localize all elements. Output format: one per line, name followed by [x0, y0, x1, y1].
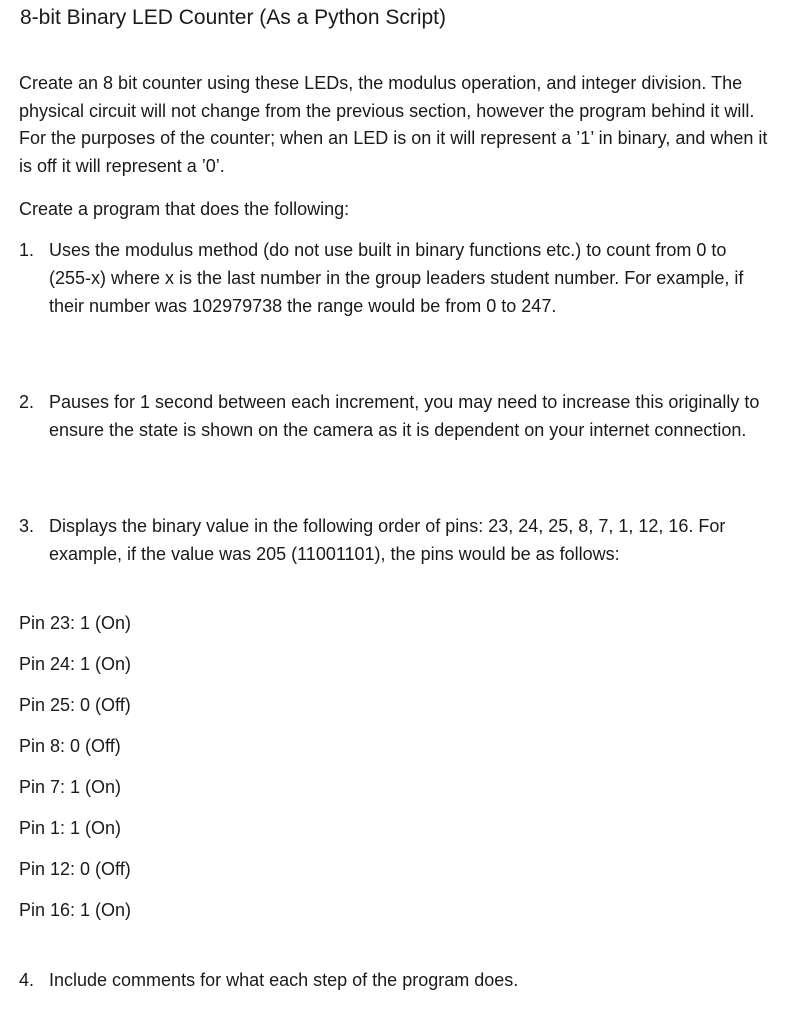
list-item-2 — [19, 388, 769, 444]
list-item-4 — [19, 966, 769, 994]
pin-row: Pin 7: 1 (On) — [19, 777, 122, 797]
list-item-1 — [19, 236, 769, 320]
list-number: 1. — [19, 240, 35, 260]
list-item-text: Include comments for what each step of the program does. — [49, 970, 519, 990]
list-item-text: Displays the binary value in the following order of pins: 23, 24, 25, 8, 7, 1, 12, 16. For example, if the value was 205 (11001101), the pins would be as follows: — [49, 516, 726, 564]
page-title: 8-bit Binary LED Counter (As a Python Script) — [20, 6, 447, 29]
pin-row: Pin 12: 0 (Off) — [19, 859, 131, 879]
pin-row: Pin 1: 1 (On) — [19, 818, 122, 838]
list-number: 4. — [19, 970, 35, 990]
list-item-text: Uses the modulus method (do not use built in binary functions etc.) to count from 0 to (255-x) where x is the last number in the group leaders student number. For example, if their number was 102979738 the range would be from 0 to 247. — [49, 240, 744, 316]
list-number: 2. — [19, 392, 35, 412]
task-intro: Create a program that does the following: — [19, 199, 350, 219]
list-item-text: Pauses for 1 second between each increment, you may need to increase this originally to ensure the state is shown on the camera as it is dependent on your internet connection. — [49, 392, 760, 440]
pin-row: Pin 16: 1 (On) — [19, 900, 132, 920]
list-item-3 — [19, 512, 769, 568]
pin-row: Pin 23: 1 (On) — [19, 613, 132, 633]
pin-row: Pin 8: 0 (Off) — [19, 736, 121, 756]
pin-row: Pin 24: 1 (On) — [19, 654, 132, 674]
intro-paragraph: Create an 8 bit counter using these LEDs, the modulus operation, and integer division. The physical circuit will not change from the previous section, however the program behind it will. For the purposes of the counter; when an LED is on it will represent a ’1’ in binary, and when it is off it will represent a ’0’. — [19, 73, 768, 176]
list-number: 3. — [19, 516, 35, 536]
pin-row: Pin 25: 0 (Off) — [19, 695, 131, 715]
